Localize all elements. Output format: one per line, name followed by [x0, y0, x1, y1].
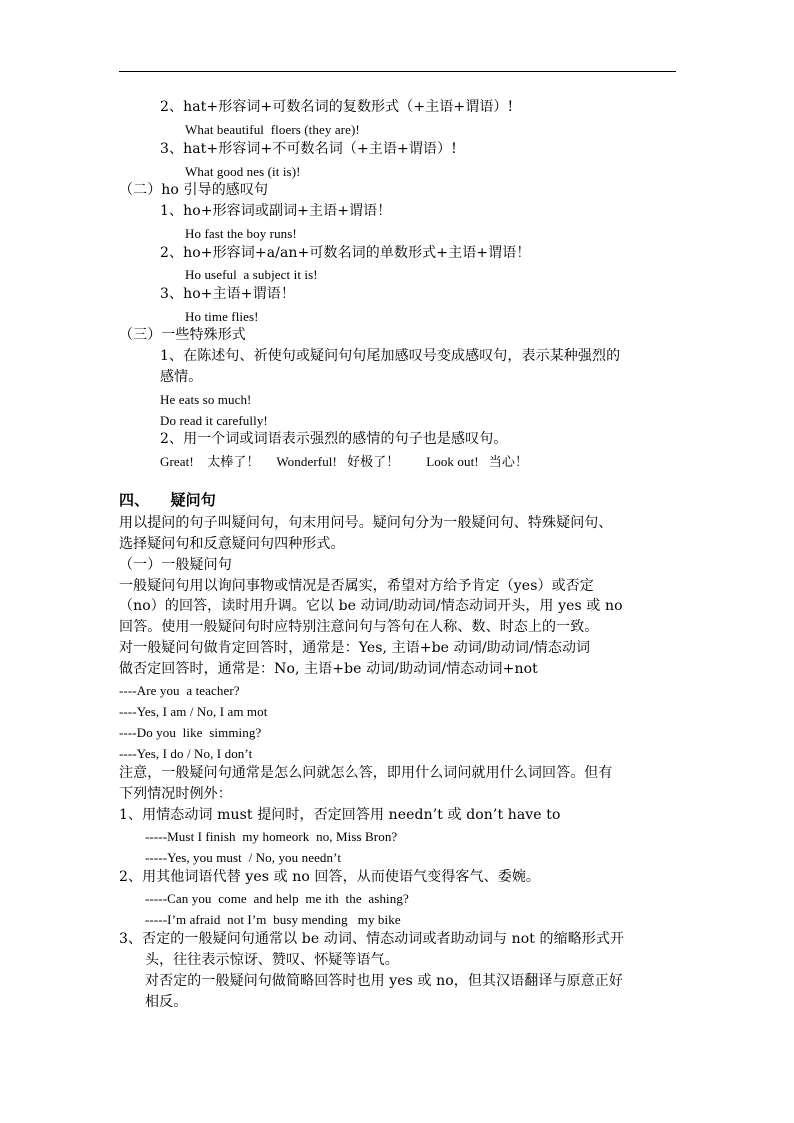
text-line: 3、ho+主语+谓语！ — [160, 286, 295, 302]
text-line: 感情。 — [160, 369, 203, 385]
text-line: 头，往往表示惊讶、赞叹、怀疑等语气。 — [145, 952, 399, 968]
example-line: What beautiful floers (they are)! — [185, 122, 360, 137]
example-line: Ho fast the boy runs! — [185, 226, 297, 241]
text-line: 2、用一个词或词语表示强烈的感情的句子也是感叹句。 — [160, 431, 508, 447]
section-heading: （三）一些特殊形式 — [119, 327, 246, 343]
text-line: 相反。 — [145, 994, 188, 1010]
dialog-line: ----Are you a teacher? — [119, 683, 240, 698]
section-heading: （二）ho 引导的感叹句 — [119, 182, 269, 198]
text-line: 1、用情态动词 must 提问时，否定回答用 needn’t 或 don’t have to — [119, 807, 561, 823]
text-line: 3、否定的一般疑问句通常以 be 动词、情态动词或者助动词与 not 的缩略形式开 — [119, 931, 625, 947]
text-line: 1、在陈述句、祈使句或疑问句句尾加感叹号变成感叹句，表示某种强烈的 — [160, 348, 621, 364]
text-line: 注意，一般疑问句通常是怎么问就怎么答，即用什么词问就用什么词回答。但有 — [119, 765, 613, 781]
dialog-line: ----Yes, I am / No, I am mot — [119, 704, 268, 719]
dialog-line: -----Must I finish my homeork no, Miss Bron? — [145, 829, 398, 844]
dialog-line: -----Can you come and help me ith the ashing? — [145, 891, 409, 906]
text-line: 对一般疑问句做肯定回答时，通常是：Yes, 主语+be 动词/助动词/情态动词 — [119, 640, 591, 656]
text-line: 3、hat+形容词+不可数名词（+主语+谓语）! — [160, 141, 457, 157]
text-line: 2、用其他词语代替 yes 或 no 回答，从而使语气变得客气、委婉。 — [119, 869, 541, 885]
text-line: 选择疑问句和反意疑问句四种形式。 — [119, 536, 345, 552]
dialog-line: ----Yes, I do / No, I don’t — [119, 746, 253, 761]
text-line: 2、hat+形容词+可数名词的复数形式（+主语+谓语）! — [160, 99, 514, 115]
chapter-heading: 四、 疑问句 — [119, 491, 216, 509]
text-line: 2、ho+形容词+a/an+可数名词的单数形式+主语+谓语！ — [160, 245, 531, 261]
example-line: Do read it carefully! — [160, 413, 268, 428]
example-line: Great! 太棒了！ Wonderful! 好极了！ Look out! 当心！ — [160, 454, 529, 469]
example-line: What good nes (it is)! — [185, 164, 301, 179]
text-line: 用以提问的句子叫疑问句，句末用问号。疑问句分为一般疑问句、特殊疑问句、 — [119, 515, 613, 531]
dialog-line: -----I’m afraid not I’m busy mending my bike — [145, 912, 401, 927]
section-heading: （一）一般疑问句 — [119, 557, 232, 573]
text-line: 回答。使用一般疑问句时应特别注意问句与答句在人称、数、时态上的一致。 — [119, 619, 599, 635]
example-line: Ho time flies! — [185, 309, 259, 324]
dialog-line: ----Do you like simming? — [119, 725, 262, 740]
text-line: 对否定的一般疑问句做简略回答时也用 yes 或 no，但其汉语翻译与原意正好 — [145, 973, 623, 989]
text-line: （no）的回答，读时用升调。它以 be 动词/助动词/情态动词开头，用 yes 或 no — [119, 598, 623, 614]
example-line: Ho useful a subject it is! — [185, 267, 318, 282]
text-line: 做否定回答时，通常是：No, 主语+be 动词/助动词/情态动词+not — [119, 661, 538, 677]
dialog-line: -----Yes, you must / No, you needn’t — [145, 850, 342, 865]
text-line: 一般疑问句用以询问事物或情况是否属实，希望对方给予肯定（yes）或否定 — [119, 578, 594, 594]
example-line: He eats so much! — [160, 392, 252, 407]
header-rule — [119, 71, 676, 72]
text-line: 下列情况时例外： — [119, 786, 232, 802]
text-line: 1、ho+形容词或副词+主语+谓语！ — [160, 203, 392, 219]
